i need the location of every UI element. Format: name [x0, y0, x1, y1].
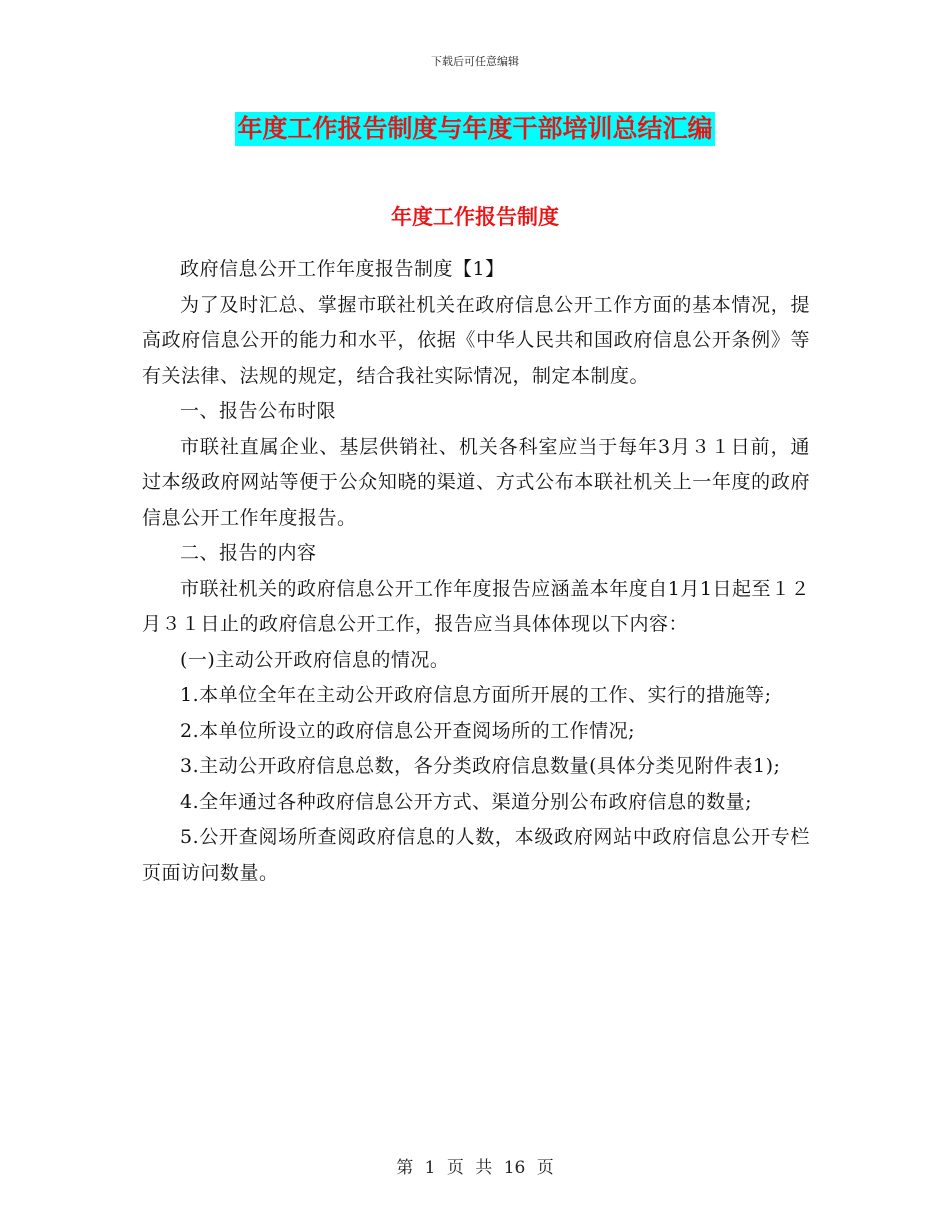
section-title: 年度工作报告制度 — [391, 205, 559, 229]
footer-total-label: 共 — [475, 1158, 493, 1178]
paragraph: 政府信息公开工作年度报告制度【1】 — [180, 258, 505, 280]
current-page-number: 1 — [424, 1158, 436, 1178]
paragraph: 5.公开查阅场所查阅政府信息的人数，本级政府网站中政府信息公开专栏页面访问数量。 — [142, 826, 810, 884]
paragraph: 市联社直属企业、基层供销社、机关各科室应当于每年3月３１日前，通过本级政府网站等便于公众知晓的渠道、方式公布本联社机关上一年度的政府信息公开工作年度报告。 — [142, 435, 810, 529]
footer-suffix: 页 — [536, 1158, 554, 1178]
paragraph: 为了及时汇总、掌握市联社机关在政府信息公开工作方面的基本情况，提高政府信息公开的能力和水平，依据《中华人民共和国政府信息公开条例》等有关法律、法规的规定，结合我社实际情况，制定本制度。 — [142, 293, 810, 387]
paragraph: 4.全年通过各种政府信息公开方式、渠道分别公布政府信息的数量; — [180, 790, 753, 813]
page-header-note: 下载后可任意编辑 — [431, 55, 519, 68]
paragraph: (一)主动公开政府信息的情况。 — [180, 648, 450, 671]
paragraph: 2.本单位所设立的政府信息公开查阅场所的工作情况; — [180, 719, 636, 742]
paragraph: 一、报告公布时限 — [180, 400, 337, 422]
paragraph: 二、报告的内容 — [180, 542, 317, 564]
total-page-count: 16 — [503, 1158, 526, 1178]
paragraph: 3.主动公开政府信息总数，各分类政府信息数量(具体分类见附件表1); — [180, 755, 781, 777]
document-title: 年度工作报告制度与年度干部培训总结汇编 — [235, 112, 714, 146]
document-title-container — [0, 112, 950, 146]
page-number-footer — [0, 1153, 950, 1178]
paragraph: 1.本单位全年在主动公开政府信息方面所开展的工作、实行的措施等; — [180, 684, 772, 706]
footer-prefix: 第 — [396, 1158, 414, 1178]
paragraph: 市联社机关的政府信息公开工作年度报告应涵盖本年度自1月1日起至１２月３１日止的政府信息公开工作，报告应当具体体现以下内容： — [142, 577, 810, 635]
footer-page-unit: 页 — [446, 1158, 464, 1178]
document-body — [142, 252, 810, 891]
